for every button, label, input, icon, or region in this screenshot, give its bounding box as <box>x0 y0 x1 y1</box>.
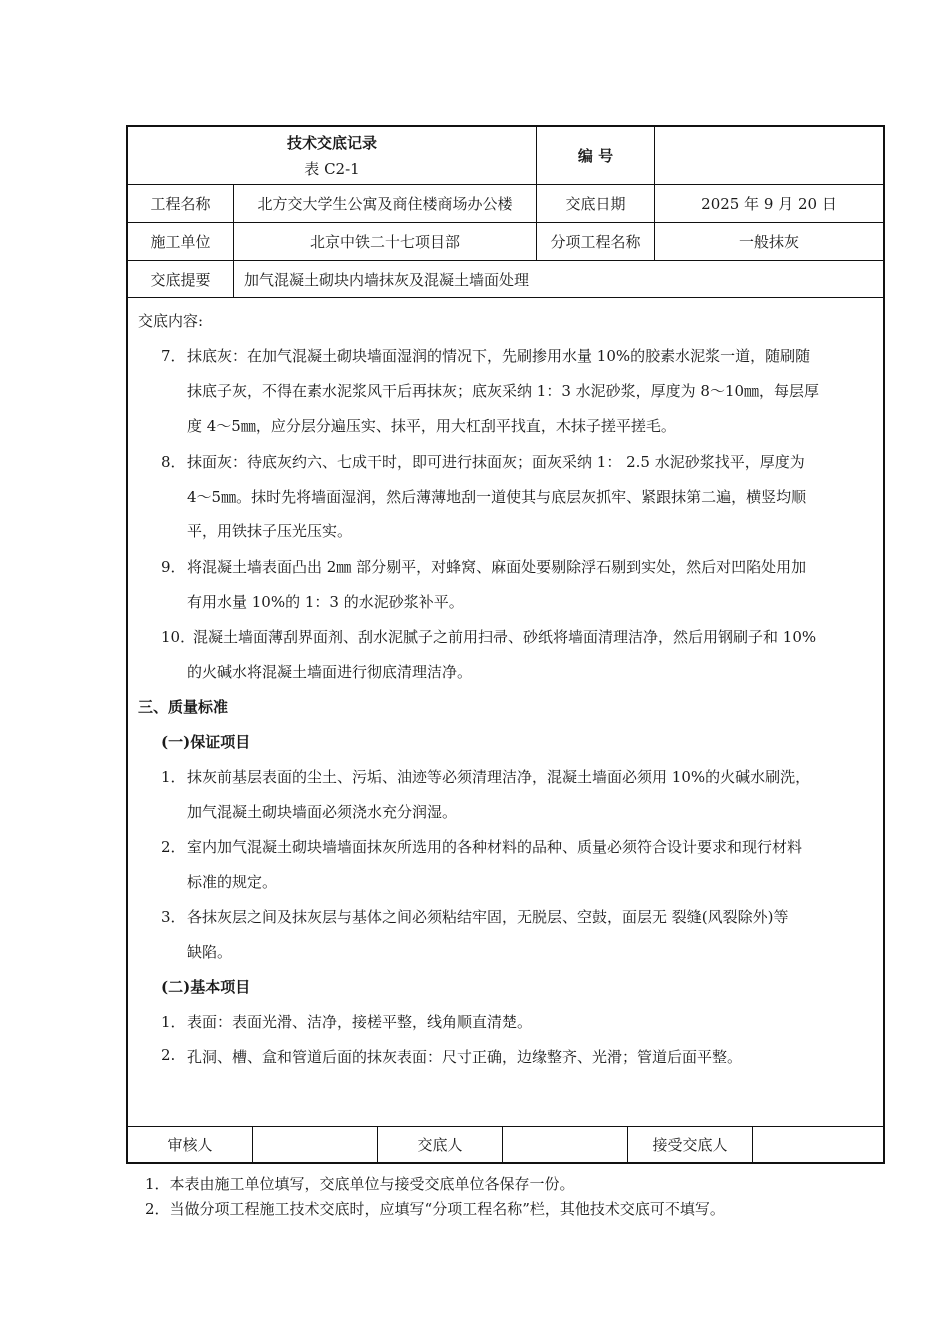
item-number: 2. <box>161 1046 176 1064</box>
unit-label: 施工单位 <box>128 223 234 260</box>
item-number: 1． <box>161 1013 186 1031</box>
project-name: 北方交大学生公寓及商住楼商场办公楼 <box>234 185 537 222</box>
item-line: 抹灰前基层表面的尘土、污垢、油迹等必须清理洁净，混凝土墙面必须用 10%的火碱水刷洗， <box>187 768 811 786</box>
unit-row <box>128 223 883 261</box>
form-title-main: 技术交底记录 <box>286 133 377 152</box>
form-title <box>128 127 537 184</box>
content-heading: 交底内容: <box>138 312 204 330</box>
summary-text: 加气混凝土砌块内墙抹灰及混凝土墙面处理 <box>244 270 530 289</box>
item-line: 平，用铁抹子压光压实。 <box>187 522 353 540</box>
reviewer-field[interactable] <box>253 1127 378 1162</box>
item-number: 1． <box>161 768 186 786</box>
item-number: 8． <box>161 453 186 471</box>
content-area <box>128 298 883 1127</box>
number-value <box>655 127 883 184</box>
item-number: 9． <box>161 558 186 576</box>
project-name-label: 工程名称 <box>128 185 234 222</box>
footnotes <box>145 1172 725 1222</box>
subproject-name: 一般抹灰 <box>738 233 799 251</box>
footnote: 1．本表由施工单位填写，交底单位与接受交底单位各保存一份。 <box>145 1175 575 1193</box>
subproject-label: 分项工程名称 <box>537 223 655 260</box>
receiver-label: 接受交底人 <box>628 1127 753 1162</box>
item-line: 的火碱水将混凝土墙面进行彻底清理洁净。 <box>187 663 473 681</box>
item-line: 将混凝土墙表面凸出 2㎜ 部分剔平，对蜂窝、麻面处要剔除浮石剔到实处，然后对凹陷处用加 <box>187 558 807 576</box>
section-heading: 三、质量标准 <box>138 698 229 716</box>
item-line: 4～5㎜。抹时先将墙面湿润，然后薄薄地刮一道使其与底层灰抓牢、紧跟抹第二遍，横竖均顺 <box>187 488 807 506</box>
item-line: 混凝土墙面薄刮界面剂、刮水泥腻子之前用扫帚、砂纸将墙面清理洁净，然后用钢刷子和 10% <box>193 628 817 646</box>
presenter-field[interactable] <box>503 1127 628 1162</box>
signature-row <box>128 1126 883 1162</box>
item-line: 度 4～5㎜，应分层分遍压实、抹平，用大杠刮平找直，木抹子搓平搓毛。 <box>187 417 676 435</box>
disclosure-date: 2025 年 9 月 20 日 <box>701 195 837 213</box>
item-line: 标准的规定。 <box>187 873 278 891</box>
presenter-label: 交底人 <box>378 1127 503 1162</box>
disclosure-form <box>126 125 885 1164</box>
item-line: 孔洞、槽、盒和管道后面的抹灰表面：尺寸正确，边缘整齐、光滑；管道后面平整。 <box>187 1048 743 1066</box>
item-line: 加气混凝土砌块墙面必须浇水充分润湿。 <box>187 803 458 821</box>
title-row <box>128 127 883 185</box>
receiver-field[interactable] <box>753 1127 883 1162</box>
summary-row <box>128 261 883 298</box>
subsection-heading: (一)保证项目 <box>161 733 251 751</box>
footnote: 2．当做分项工程施工技术交底时，应填写“分项工程名称”栏，其他技术交底可不填写。 <box>145 1200 725 1218</box>
item-line: 抹底子灰，不得在素水泥浆风干后再抹灰；底灰采纳 1：3 水泥砂浆，厚度为 8～10㎜，每层厚 <box>187 382 820 400</box>
item-line: 抹面灰：待底灰约六、七成干时，即可进行抹面灰；面灰采纳 1： 2.5 水泥砂浆找平，厚度为 <box>187 453 805 471</box>
subsection-heading: (二)基本项目 <box>161 978 251 996</box>
item-line: 缺陷。 <box>187 943 233 961</box>
form-code: 表 C2-1 <box>304 159 360 178</box>
item-number: 2． <box>161 838 186 856</box>
item-line: 各抹灰层之间及抹灰层与基体之间必须粘结牢固，无脱层、空鼓，面层无 裂缝(风裂除外)等 <box>187 908 789 926</box>
item-line: 抹底灰：在加气混凝土砌块墙面湿润的情况下，先刷掺用水量 10%的胶素水泥浆一道，随刷随 <box>187 347 811 365</box>
item-number: 10． <box>161 628 196 646</box>
number-label: 编 号 <box>537 127 655 184</box>
summary-label: 交底提要 <box>128 261 234 297</box>
project-row <box>128 185 883 223</box>
item-line: 室内加气混凝土砌块墙墙面抹灰所选用的各种材料的品种、质量必须符合设计要求和现行材料 <box>187 838 803 856</box>
item-number: 3． <box>161 908 186 926</box>
item-number: 7． <box>161 347 186 365</box>
item-line: 有用水量 10%的 1：3 的水泥砂浆补平。 <box>187 593 464 611</box>
reviewer-label: 审核人 <box>128 1127 253 1162</box>
date-label: 交底日期 <box>537 185 655 222</box>
item-line: 表面：表面光滑、洁净，接槎平整，线角顺直清楚。 <box>187 1013 533 1031</box>
construction-unit: 北京中铁二十七项目部 <box>234 223 537 260</box>
